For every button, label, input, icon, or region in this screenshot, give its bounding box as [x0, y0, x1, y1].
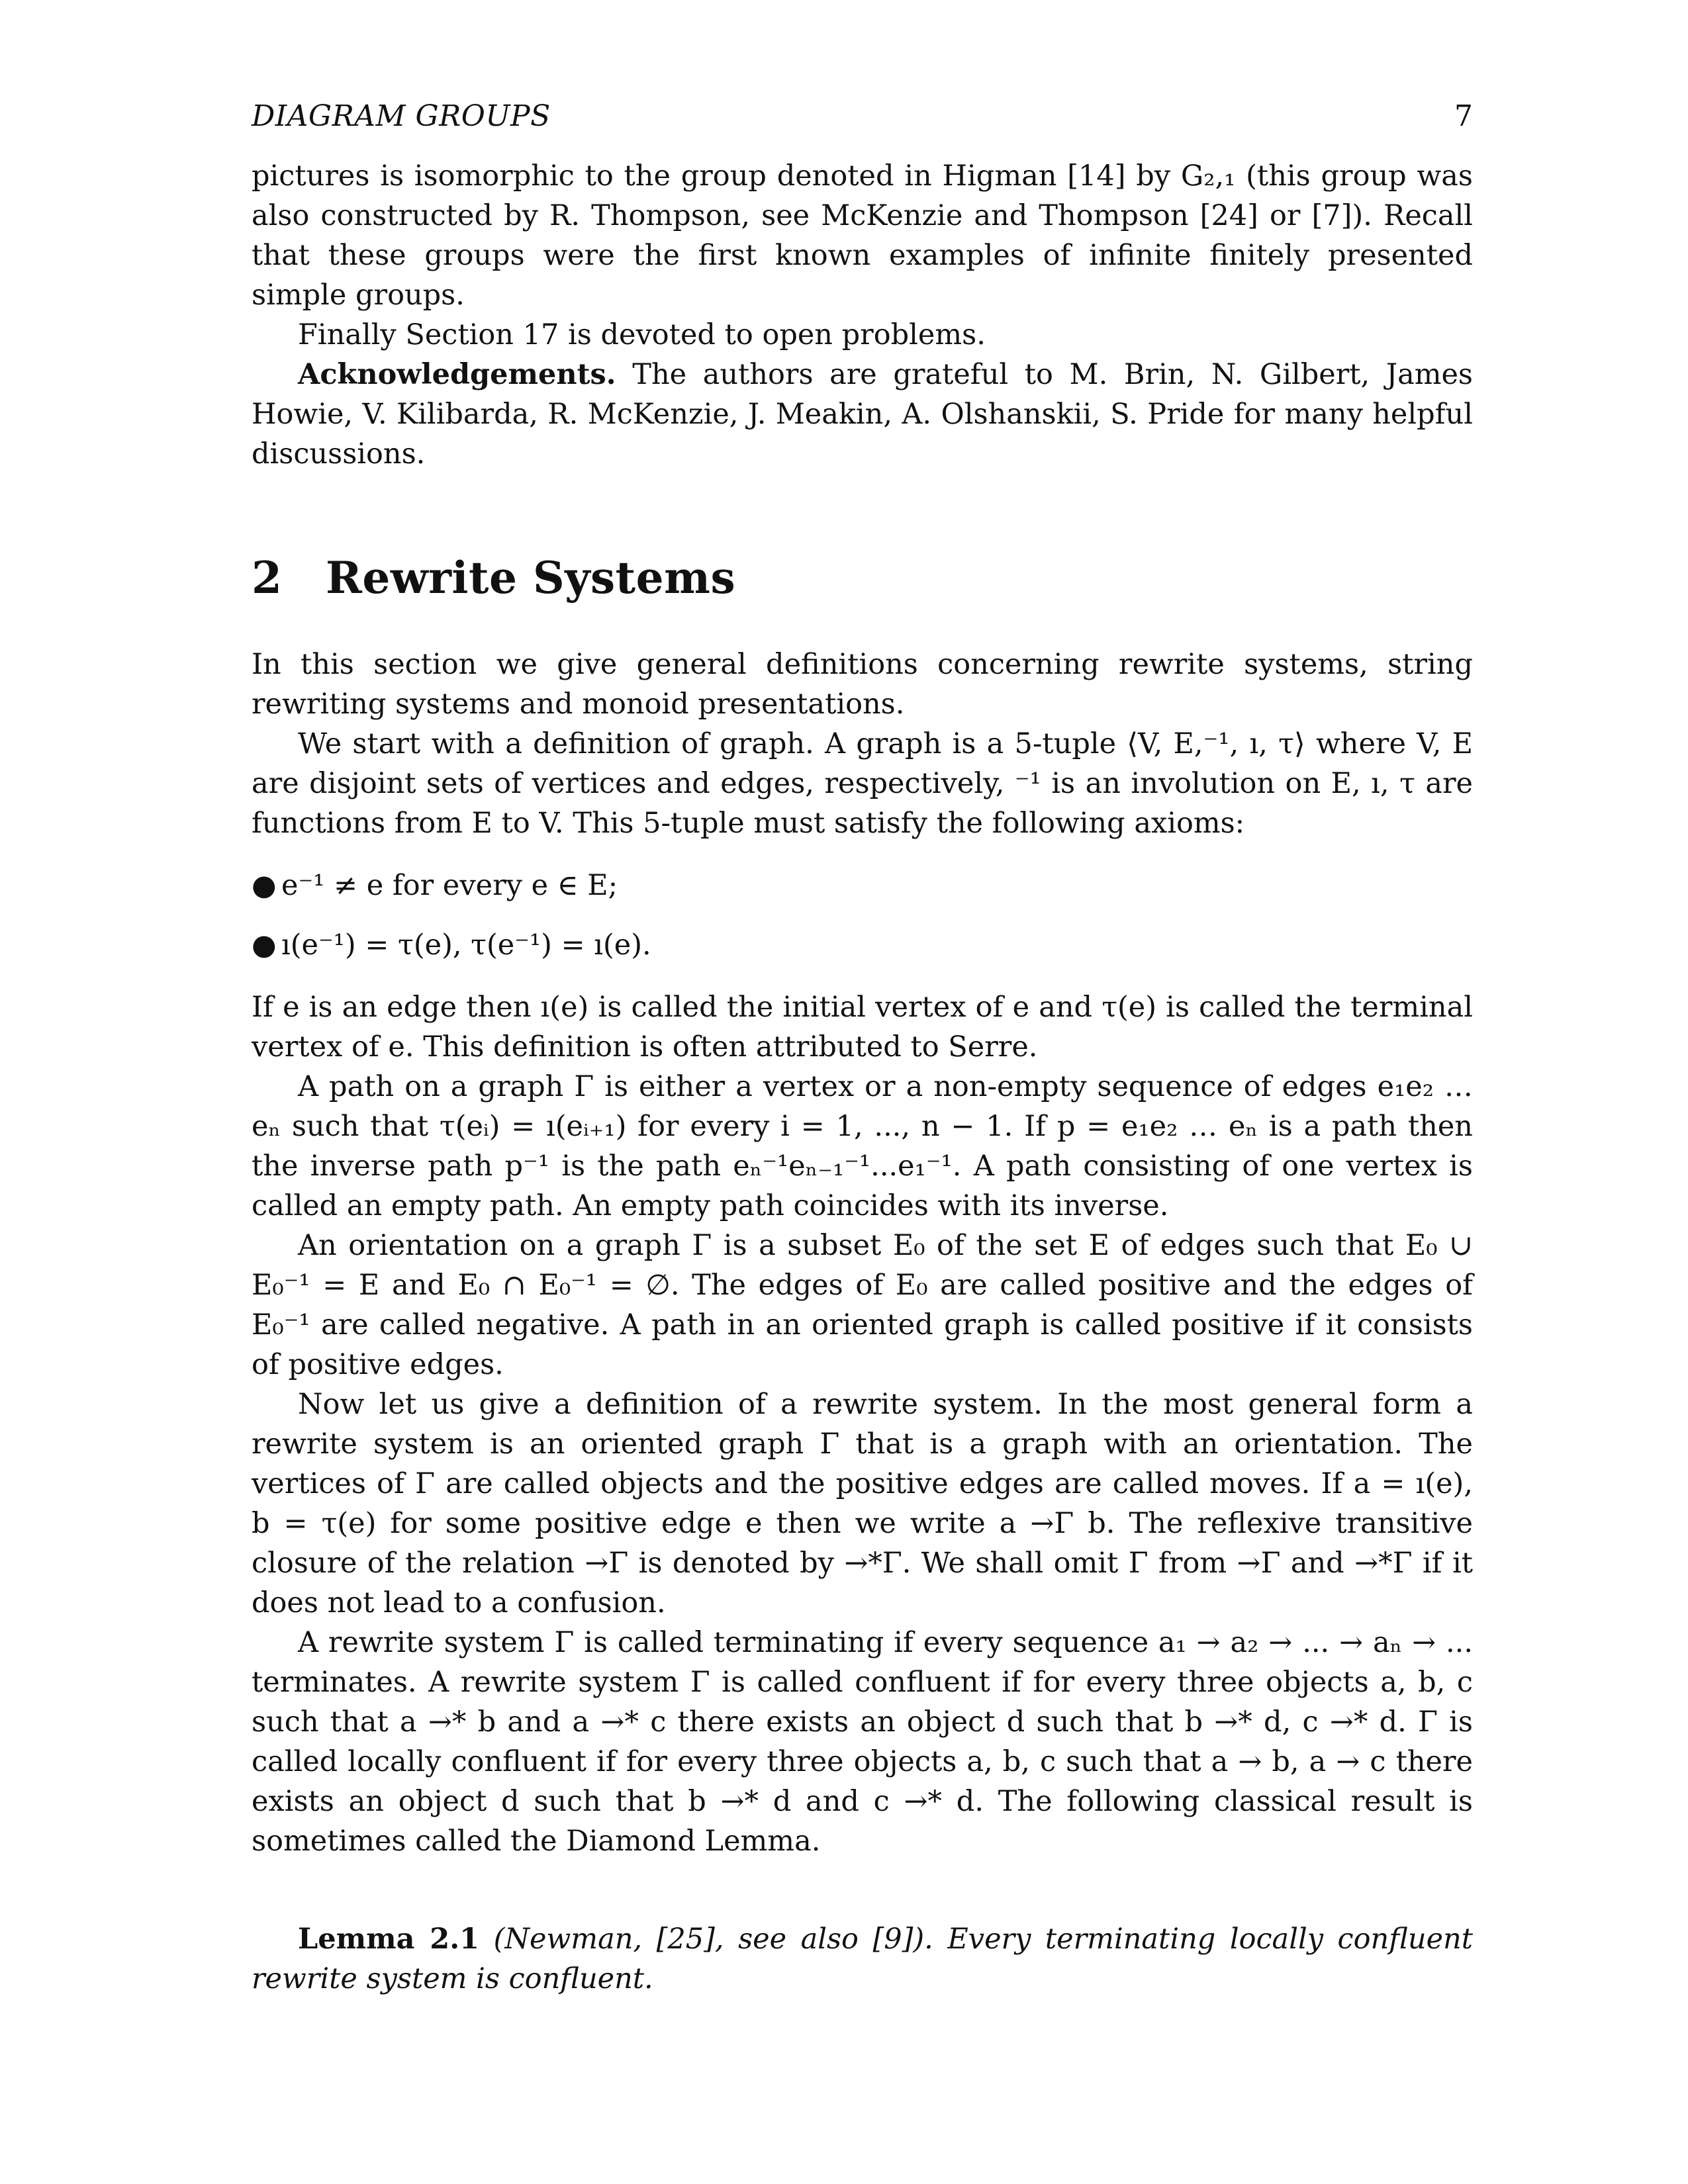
acknowledgements-paragraph	[252, 355, 1473, 474]
vertex-definition-paragraph: If e is an edge then ı(e) is called the initial vertex of e and τ(e) is called the terminal vertex of e. This definition is often attributed to Serre.	[252, 991, 1473, 1064]
intro-paragraph: pictures is isomorphic to the group denoted in Higman [14] by G₂,₁ (this group was also constructed by R. Thompson, see McKenzie and Thompson [24] or [7]). Recall that these groups were the first known examples of infinite finitely presented simple groups.	[252, 159, 1473, 312]
section-intro-paragraph: In this section we give general definitions concerning rewrite systems, string rewriting systems and monoid presentations.	[252, 648, 1473, 721]
lemma-label: Lemma 2.1	[298, 1923, 480, 1956]
section-heading	[252, 552, 1473, 604]
lemma-text: (Newman, [25], see also [9]). Every terminating locally confluent rewrite system is confluent.	[252, 1923, 1473, 1995]
open-problems-paragraph: Finally Section 17 is devoted to open problems.	[298, 318, 986, 351]
bullet-icon: ●	[252, 869, 277, 902]
lemma	[252, 1919, 1473, 1999]
axiom-list	[252, 866, 1473, 965]
graph-definition-paragraph: We start with a definition of graph. A graph is a 5-tuple ⟨V, E,⁻¹, ı, τ⟩ where V, E are disjoint sets of vertices and edges, respectively, ⁻¹ is an involution on E, ı, τ are functions from E to V. This 5-tuple must satisfy the following axioms:	[252, 727, 1473, 840]
section-title: Rewrite Systems	[326, 552, 736, 604]
acknowledgements-text: The authors are grateful to M. Brin, N. Gilbert, James Howie, V. Kilibarda, R. McKenzie, J. Meakin, A. Olshanskii, S. Pride for many helpful discussions.	[252, 358, 1473, 471]
section-number: 2	[252, 552, 283, 604]
page-number: 7	[1454, 99, 1473, 133]
axiom-item: ● ı(e⁻¹) = τ(e), τ(e⁻¹) = ı(e).	[252, 925, 1473, 965]
bullet-icon: ●	[252, 929, 277, 962]
running-title: DIAGRAM GROUPS	[252, 99, 551, 133]
acknowledgements-label: Acknowledgements.	[298, 358, 616, 391]
confluence-paragraph: A rewrite system Γ is called terminating if every sequence a₁ → a₂ → ... → aₙ → ... terminates. A rewrite system Γ is called confluent if for every three objects a, b, c such that a →* b and a →* c there exists an object d such that b →* d, c →* d. Γ is called locally confluent if for every three objects a, b, c such that a → b, a → c there exists an object d such that b →* d and c →* d. The following classical result is sometimes called the Diamond Lemma.	[252, 1626, 1473, 1858]
page	[252, 99, 1473, 1999]
orientation-definition-paragraph: An orientation on a graph Γ is a subset E₀ of the set E of edges such that E₀ ∪ E₀⁻¹ = E and E₀ ∩ E₀⁻¹ = ∅. The edges of E₀ are called positive and the edges of E₀⁻¹ are called negative. A path in an oriented graph is called positive if it consists of positive edges.	[252, 1229, 1473, 1381]
rewrite-system-paragraph: Now let us give a definition of a rewrite system. In the most general form a rewrite system is an oriented graph Γ that is a graph with an orientation. The vertices of Γ are called objects and the positive edges are called moves. If a = ı(e), b = τ(e) for some positive edge e then we write a →Γ b. The reflexive transitive closure of the relation →Γ is denoted by →*Γ. We shall omit Γ from →Γ and →*Γ if it does not lead to a confusion.	[252, 1388, 1473, 1619]
axiom-item: ● e⁻¹ ≠ e for every e ∈ E;	[252, 866, 1473, 905]
page-header	[252, 99, 1473, 146]
path-definition-paragraph: A path on a graph Γ is either a vertex or a non-empty sequence of edges e₁e₂ … eₙ such that τ(eᵢ) = ı(eᵢ₊₁) for every i = 1, ..., n − 1. If p = e₁e₂ … eₙ is a path then the inverse path p⁻¹ is the path eₙ⁻¹eₙ₋₁⁻¹...e₁⁻¹. A path consisting of one vertex is called an empty path. An empty path coincides with its inverse.	[252, 1070, 1473, 1222]
